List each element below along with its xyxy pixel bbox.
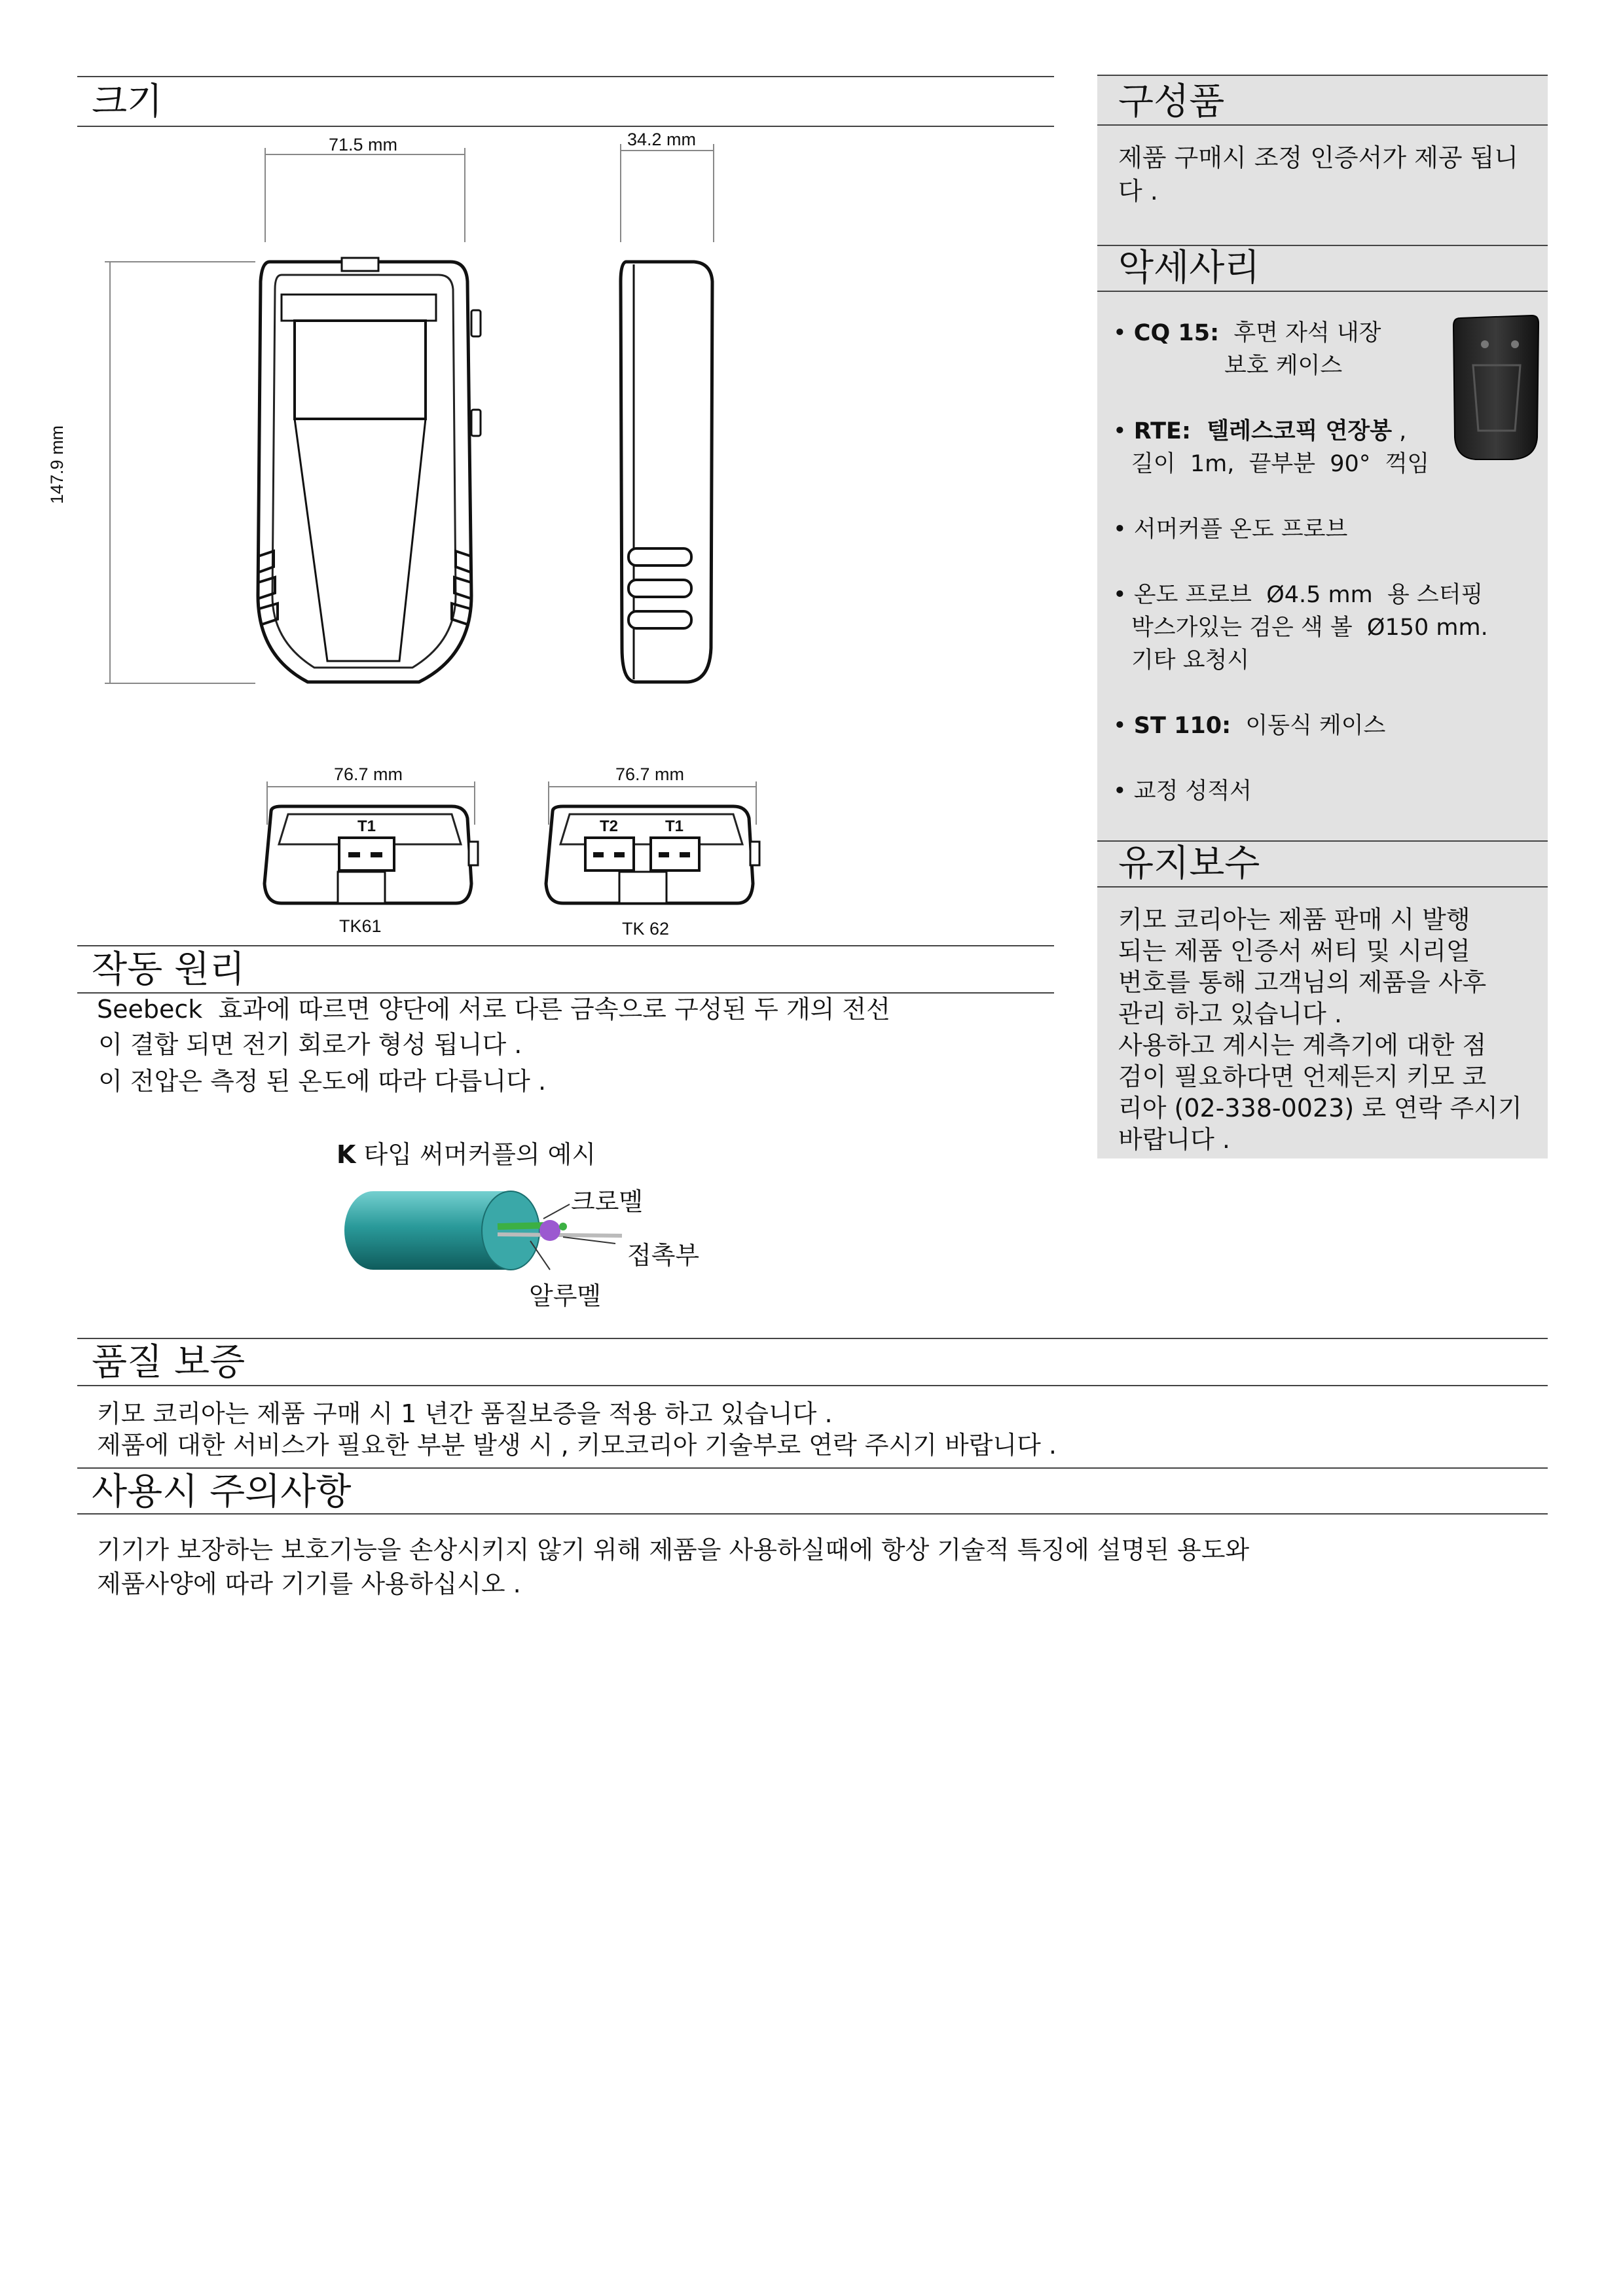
dim-tk62-width: 76.7 mm xyxy=(615,764,685,784)
accessories-bottom-rule xyxy=(1097,291,1548,292)
accessory-temp-probe: • 온도 프로브 Ø4.5 mm 용 스터핑 xyxy=(1113,582,1484,608)
accessory-st110: • ST 110: 이동식 케이스 xyxy=(1113,713,1386,739)
principle-title: 작동 원리 xyxy=(92,948,246,991)
accessory-calibration-cert: • 교정 성적서 xyxy=(1113,778,1252,804)
caution-bottom-rule xyxy=(77,1513,1548,1515)
warranty-bottom-rule xyxy=(77,1385,1548,1386)
label-chromel: 크로멜 xyxy=(571,1187,644,1216)
maintenance-line-1: 키모 코리아는 제품 판매 시 발행 xyxy=(1118,905,1470,934)
components-title: 구성품 xyxy=(1118,81,1225,123)
caution-title: 사용시 주의사항 xyxy=(92,1471,352,1513)
dim-tk61-width: 76.7 mm xyxy=(334,764,403,784)
model-tk62-label: TK 62 xyxy=(622,919,670,939)
accessory-temp-probe-line2: 박스가있는 검은 색 볼 Ø150 mm. xyxy=(1131,615,1488,641)
maintenance-bottom-rule xyxy=(1097,886,1548,888)
components-top-rule xyxy=(1097,75,1548,76)
tk62-t1-label: T1 xyxy=(665,817,684,835)
principle-line-2: 이 결합 되면 전기 회로가 형성 됩니다 . xyxy=(90,1030,522,1059)
warranty-title: 품질 보증 xyxy=(92,1341,246,1384)
accessories-title: 악세사리 xyxy=(1118,247,1260,289)
model-tk61-label: TK61 xyxy=(339,916,382,936)
tk62-t2-label: T2 xyxy=(599,817,619,835)
maintenance-line-2: 되는 제품 인증서 써티 및 시리얼 xyxy=(1118,937,1470,965)
components-text: 제품 구매시 조정 인증서가 제공 됩니다 . xyxy=(1118,143,1519,206)
protective-case-image xyxy=(1447,313,1545,463)
device-front-view xyxy=(255,255,491,694)
size-title: 크기 xyxy=(92,81,163,123)
accessory-rte-line2: 길이 1m, 끝부분 90° 꺽임 xyxy=(1131,451,1430,477)
accessory-thermocouple-probe: • 서머커플 온도 프로브 xyxy=(1113,516,1348,543)
accessory-temp-probe-line3: 기타 요청시 xyxy=(1131,647,1250,673)
accessories-top-rule xyxy=(1097,245,1548,246)
thermocouple-figure-caption: K 타입 써머커플의 예시 xyxy=(337,1140,596,1169)
maintenance-line-3: 번호를 통해 고객님의 제품을 사후 xyxy=(1118,968,1487,997)
accessory-rte: • RTE: 텔레스코픽 연장봉 , xyxy=(1113,418,1407,444)
dim-depth-side: 34.2 mm xyxy=(627,130,697,149)
components-bottom-rule xyxy=(1097,124,1548,126)
maintenance-top-rule xyxy=(1097,840,1548,842)
maintenance-line-8: 바랍니다 . xyxy=(1118,1125,1230,1154)
accessory-cq15-line2: 보호 케이스 xyxy=(1224,353,1343,379)
caution-line-2: 제품사양에 따라 기기를 사용하십시오 . xyxy=(97,1570,521,1598)
principle-line-1: Seebeck 효과에 따르면 양단에 서로 다른 금속으로 구성된 두 개의 전선 xyxy=(97,995,890,1024)
warranty-line-1: 키모 코리아는 제품 구매 시 1 년간 품질보증을 적용 하고 있습니다 . xyxy=(97,1399,833,1428)
tk61-bottom-view xyxy=(262,798,484,916)
principle-line-3: 이 전압은 측정 된 온도에 따라 다릅니다 . xyxy=(90,1067,547,1096)
tk61-t1-label: T1 xyxy=(357,817,376,835)
caution-line-1: 기기가 보장하는 보호기능을 손상시키지 않기 위해 제품을 사용하실때에 항상 기술적 특징에 설명된 용도와 xyxy=(97,1535,1250,1564)
label-alumel: 알루멜 xyxy=(529,1282,602,1310)
tk62-bottom-view xyxy=(543,798,766,916)
dim-height: 147.9 mm xyxy=(47,425,67,504)
warranty-top-rule xyxy=(77,1338,1548,1339)
maintenance-line-4: 관리 하고 있습니다 . xyxy=(1118,999,1342,1028)
maintenance-line-5: 사용하고 계시는 계측기에 대한 점 xyxy=(1118,1031,1487,1060)
accessory-cq15: • CQ 15: 후면 자석 내장 xyxy=(1113,320,1381,346)
maintenance-line-7: 리아 (02-338-0023) 로 연락 주시기 xyxy=(1118,1094,1522,1122)
warranty-line-2: 제품에 대한 서비스가 필요한 부분 발생 시 , 키모코리아 기술부로 연락 주시기 바랍니다 . xyxy=(97,1431,1057,1460)
maintenance-line-6: 검이 필요하다면 언제든지 키모 코 xyxy=(1118,1062,1487,1091)
device-side-view xyxy=(615,255,720,694)
caution-top-rule xyxy=(77,1467,1548,1469)
maintenance-title: 유지보수 xyxy=(1118,842,1260,885)
dim-width-front: 71.5 mm xyxy=(329,135,398,154)
label-junction: 접촉부 xyxy=(627,1241,700,1270)
principle-top-rule xyxy=(77,945,1054,946)
